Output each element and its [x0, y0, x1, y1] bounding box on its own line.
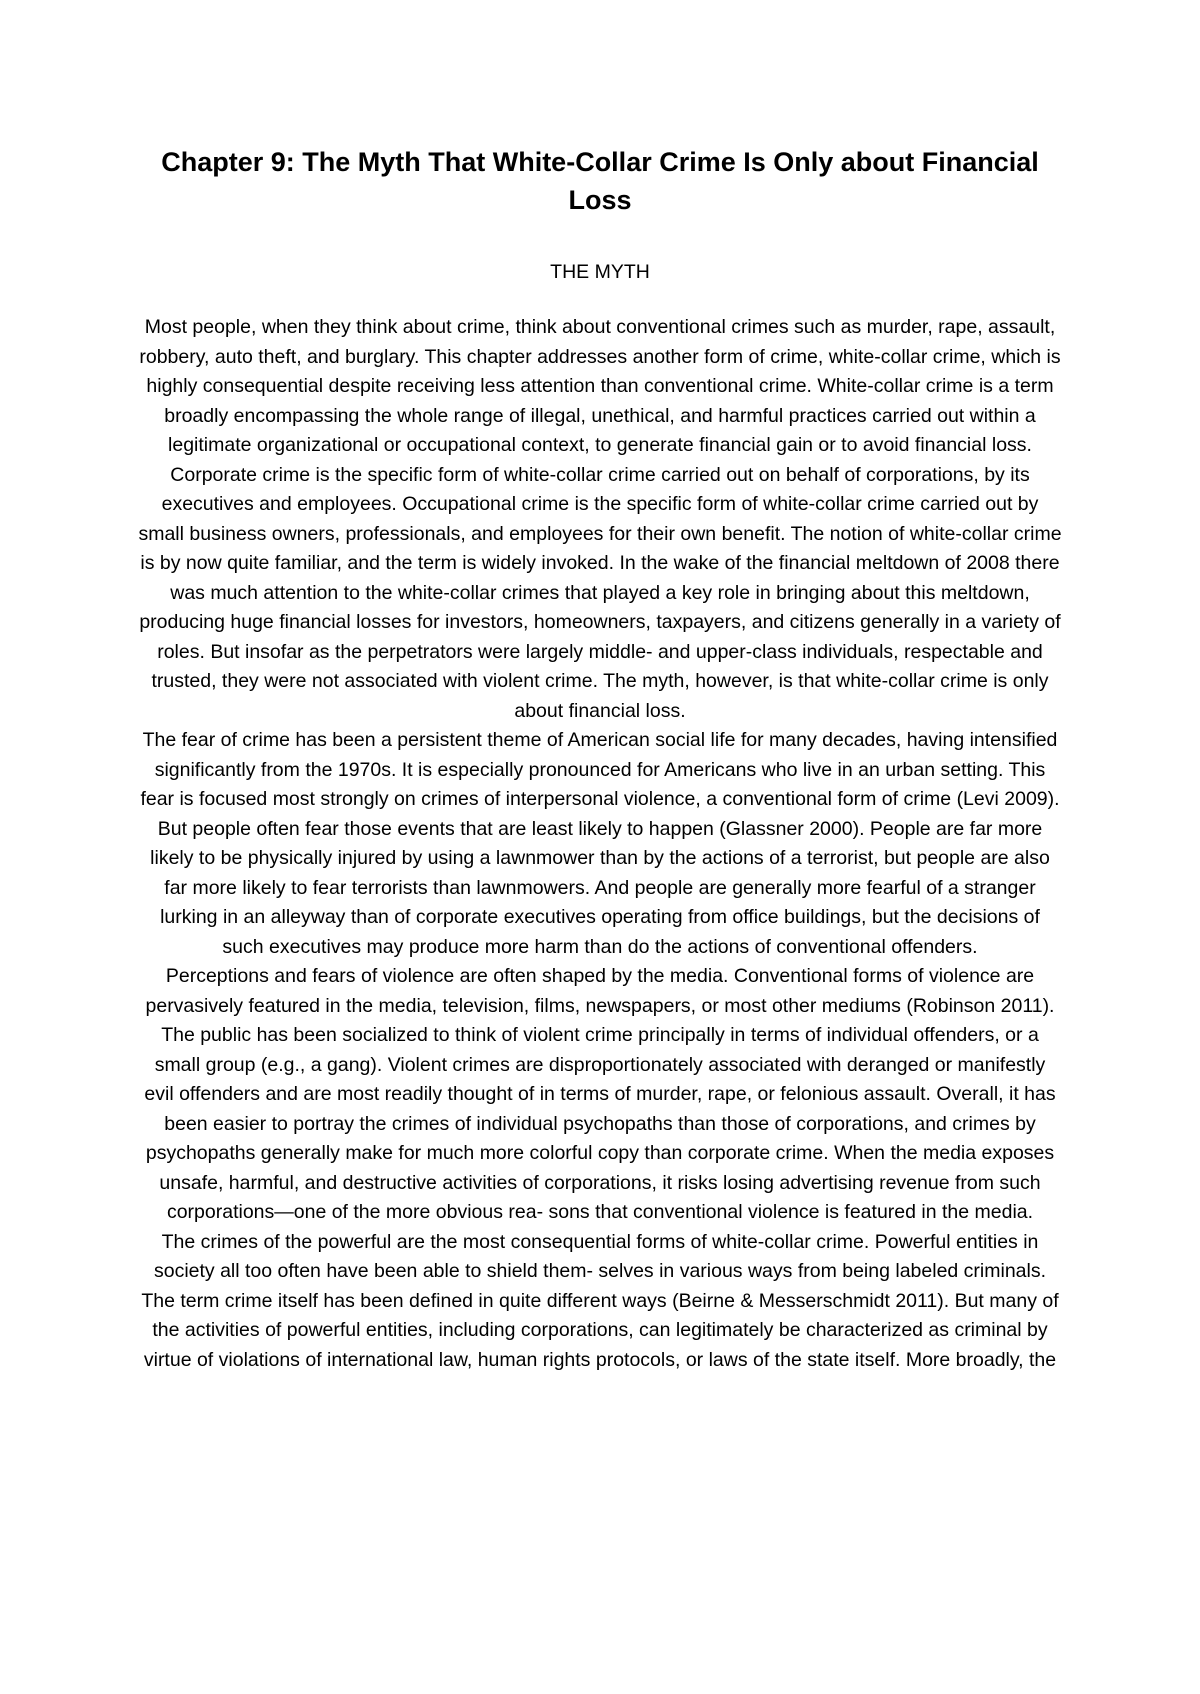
paragraph-2: The fear of crime has been a persistent theme of American social life for many decades, having intensified significantly from the 1970s. It is especially pronounced for Americans who live in an urban setting. This fear is focused most strongly on crimes of interpersonal violence, a conventional form of crime (Levi 2009). But people often fear those events that are least likely to happen (Glassner 2000). People are far more likely to be physically injured by using a lawnmower than by the actions of a terrorist, but people are also far more likely to fear terrorists than lawnmowers. And people are generally more fearful of a stranger lurking in an alleyway than of corporate executives operating from office buildings, but the decisions of such executives may produce more harm than do the actions of conventional offenders. — [140, 729, 1060, 958]
body-text — [138, 313, 1062, 1375]
chapter-title: Chapter 9: The Myth That White-Collar Crime Is Only about Financial Loss — [161, 147, 1039, 215]
paragraph-4: The crimes of the powerful are the most consequential forms of white-collar crime. Powerful entities in society all too often have been able to shield them- selves in various ways from being labeled criminals. The term crime itself has been defined in quite different ways (Beirne & Messerschmidt 2011). But many of the activities of powerful entities, including corporations, can legitimately be characterized as criminal by virtue of violations of international law, human rights protocols, or laws of the state itself. More broadly, the — [141, 1230, 1059, 1371]
section-heading: THE MYTH — [550, 261, 650, 283]
paragraph-1: Most people, when they think about crime, think about conventional crimes such as murder, rape, assault, robbery, auto theft, and burglary. This chapter addresses another form of crime, white-collar crime, which is highly consequential despite receiving less attention than conventional crime. White-collar crime is a term broadly encompassing the whole range of illegal, unethical, and harmful practices carried out within a legitimate organizational or occupational context, to generate financial gain or to avoid financial loss. Corporate crime is the specific form of white-collar crime carried out on behalf of corporations, by its executives and employees. Occupational crime is the specific form of white-collar crime carried out by small business owners, professionals, and employees for their own benefit. The notion of white-collar crime is by now quite familiar, and the term is widely invoked. In the wake of the financial meltdown of 2008 there was much attention to the white-collar crimes that played a key role in bringing about this meltdown, producing huge financial losses for investors, homeowners, taxpayers, and citizens generally in a variety of roles. But insofar as the perpetrators were largely middle- and upper-class individuals, respectable and trusted, they were not associated with violent crime. The myth, however, is that white-collar crime is only about financial loss. — [138, 316, 1062, 722]
paragraph-3: Perceptions and fears of violence are often shaped by the media. Conventional forms of violence are pervasively featured in the media, television, films, newspapers, or most other mediums (Robinson 2011). The public has been socialized to think of violent crime principally in terms of individual offenders, or a small group (e.g., a gang). Violent crimes are disproportionately associated with deranged or manifestly evil offenders and are most readily thought of in terms of murder, rape, or felonious assault. Overall, it has been easier to portray the crimes of individual psychopaths than those of corporations, and crimes by psychopaths generally make for much more colorful copy than corporate crime. When the media exposes unsafe, harmful, and destructive activities of corporations, it risks losing advertising revenue from such corporations—one of the more obvious rea- sons that conventional violence is featured in the media. — [144, 965, 1056, 1223]
